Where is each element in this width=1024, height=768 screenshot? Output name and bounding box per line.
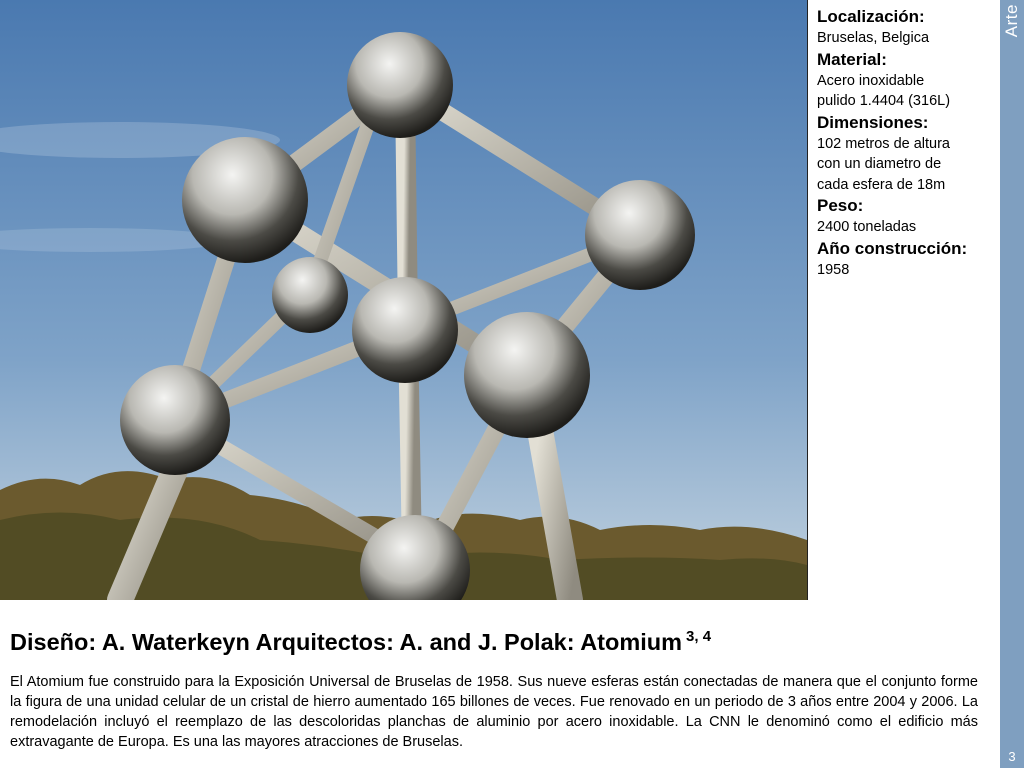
title-text: Diseño: A. Waterkeyn Arquitectos: A. and J. Polak: Atomium: [10, 629, 683, 655]
info-value: 102 metros de altura: [817, 135, 950, 152]
info-weight: [817, 195, 993, 238]
info-value: Acero inoxidable: [817, 72, 925, 89]
info-year: [817, 238, 993, 281]
info-value: 2400 toneladas: [817, 219, 917, 235]
title-references: 3, 4: [686, 628, 712, 645]
info-value: con un diametro de: [817, 156, 942, 172]
info-heading: Dimensiones:: [817, 112, 929, 132]
info-heading: Peso:: [817, 196, 864, 215]
info-heading: Localización:: [817, 7, 925, 26]
info-location: [817, 6, 993, 49]
info-value: Bruselas, Belgica: [817, 30, 930, 46]
info-material: [817, 49, 993, 112]
info-heading: Año construcción:: [817, 238, 968, 258]
category-sidebar: [1000, 0, 1024, 768]
info-value: pulido 1.4404 (316L): [817, 93, 951, 109]
info-panel: [817, 6, 993, 280]
category-label: Arte: [1002, 4, 1021, 38]
info-value: cada esfera de 18m: [817, 176, 946, 193]
slide-title: [10, 628, 990, 656]
page-number: 3: [1008, 749, 1016, 764]
info-value: 1958: [817, 261, 850, 278]
description-paragraph: El Atomium fue construido para la Exposición Universal de Bruselas de 1958. Sus nueve esferas están conectadas de manera que el conjunto forme la figura de una unidad celular de un cristal de hierro aumentado 165 billones de veces. Fue renovado en un periodo de 3 años entre 2004 y 2006. La remodelación incluyó el reemplazo de las descoloridas planchas de aluminio por acero inoxidable. La CNN le denominó como el edificio más extravagante de Europa. Es una las mayores atracciones de Bruselas.: [10, 674, 978, 750]
info-heading: Material:: [817, 49, 887, 69]
info-dimensions: [817, 112, 993, 196]
